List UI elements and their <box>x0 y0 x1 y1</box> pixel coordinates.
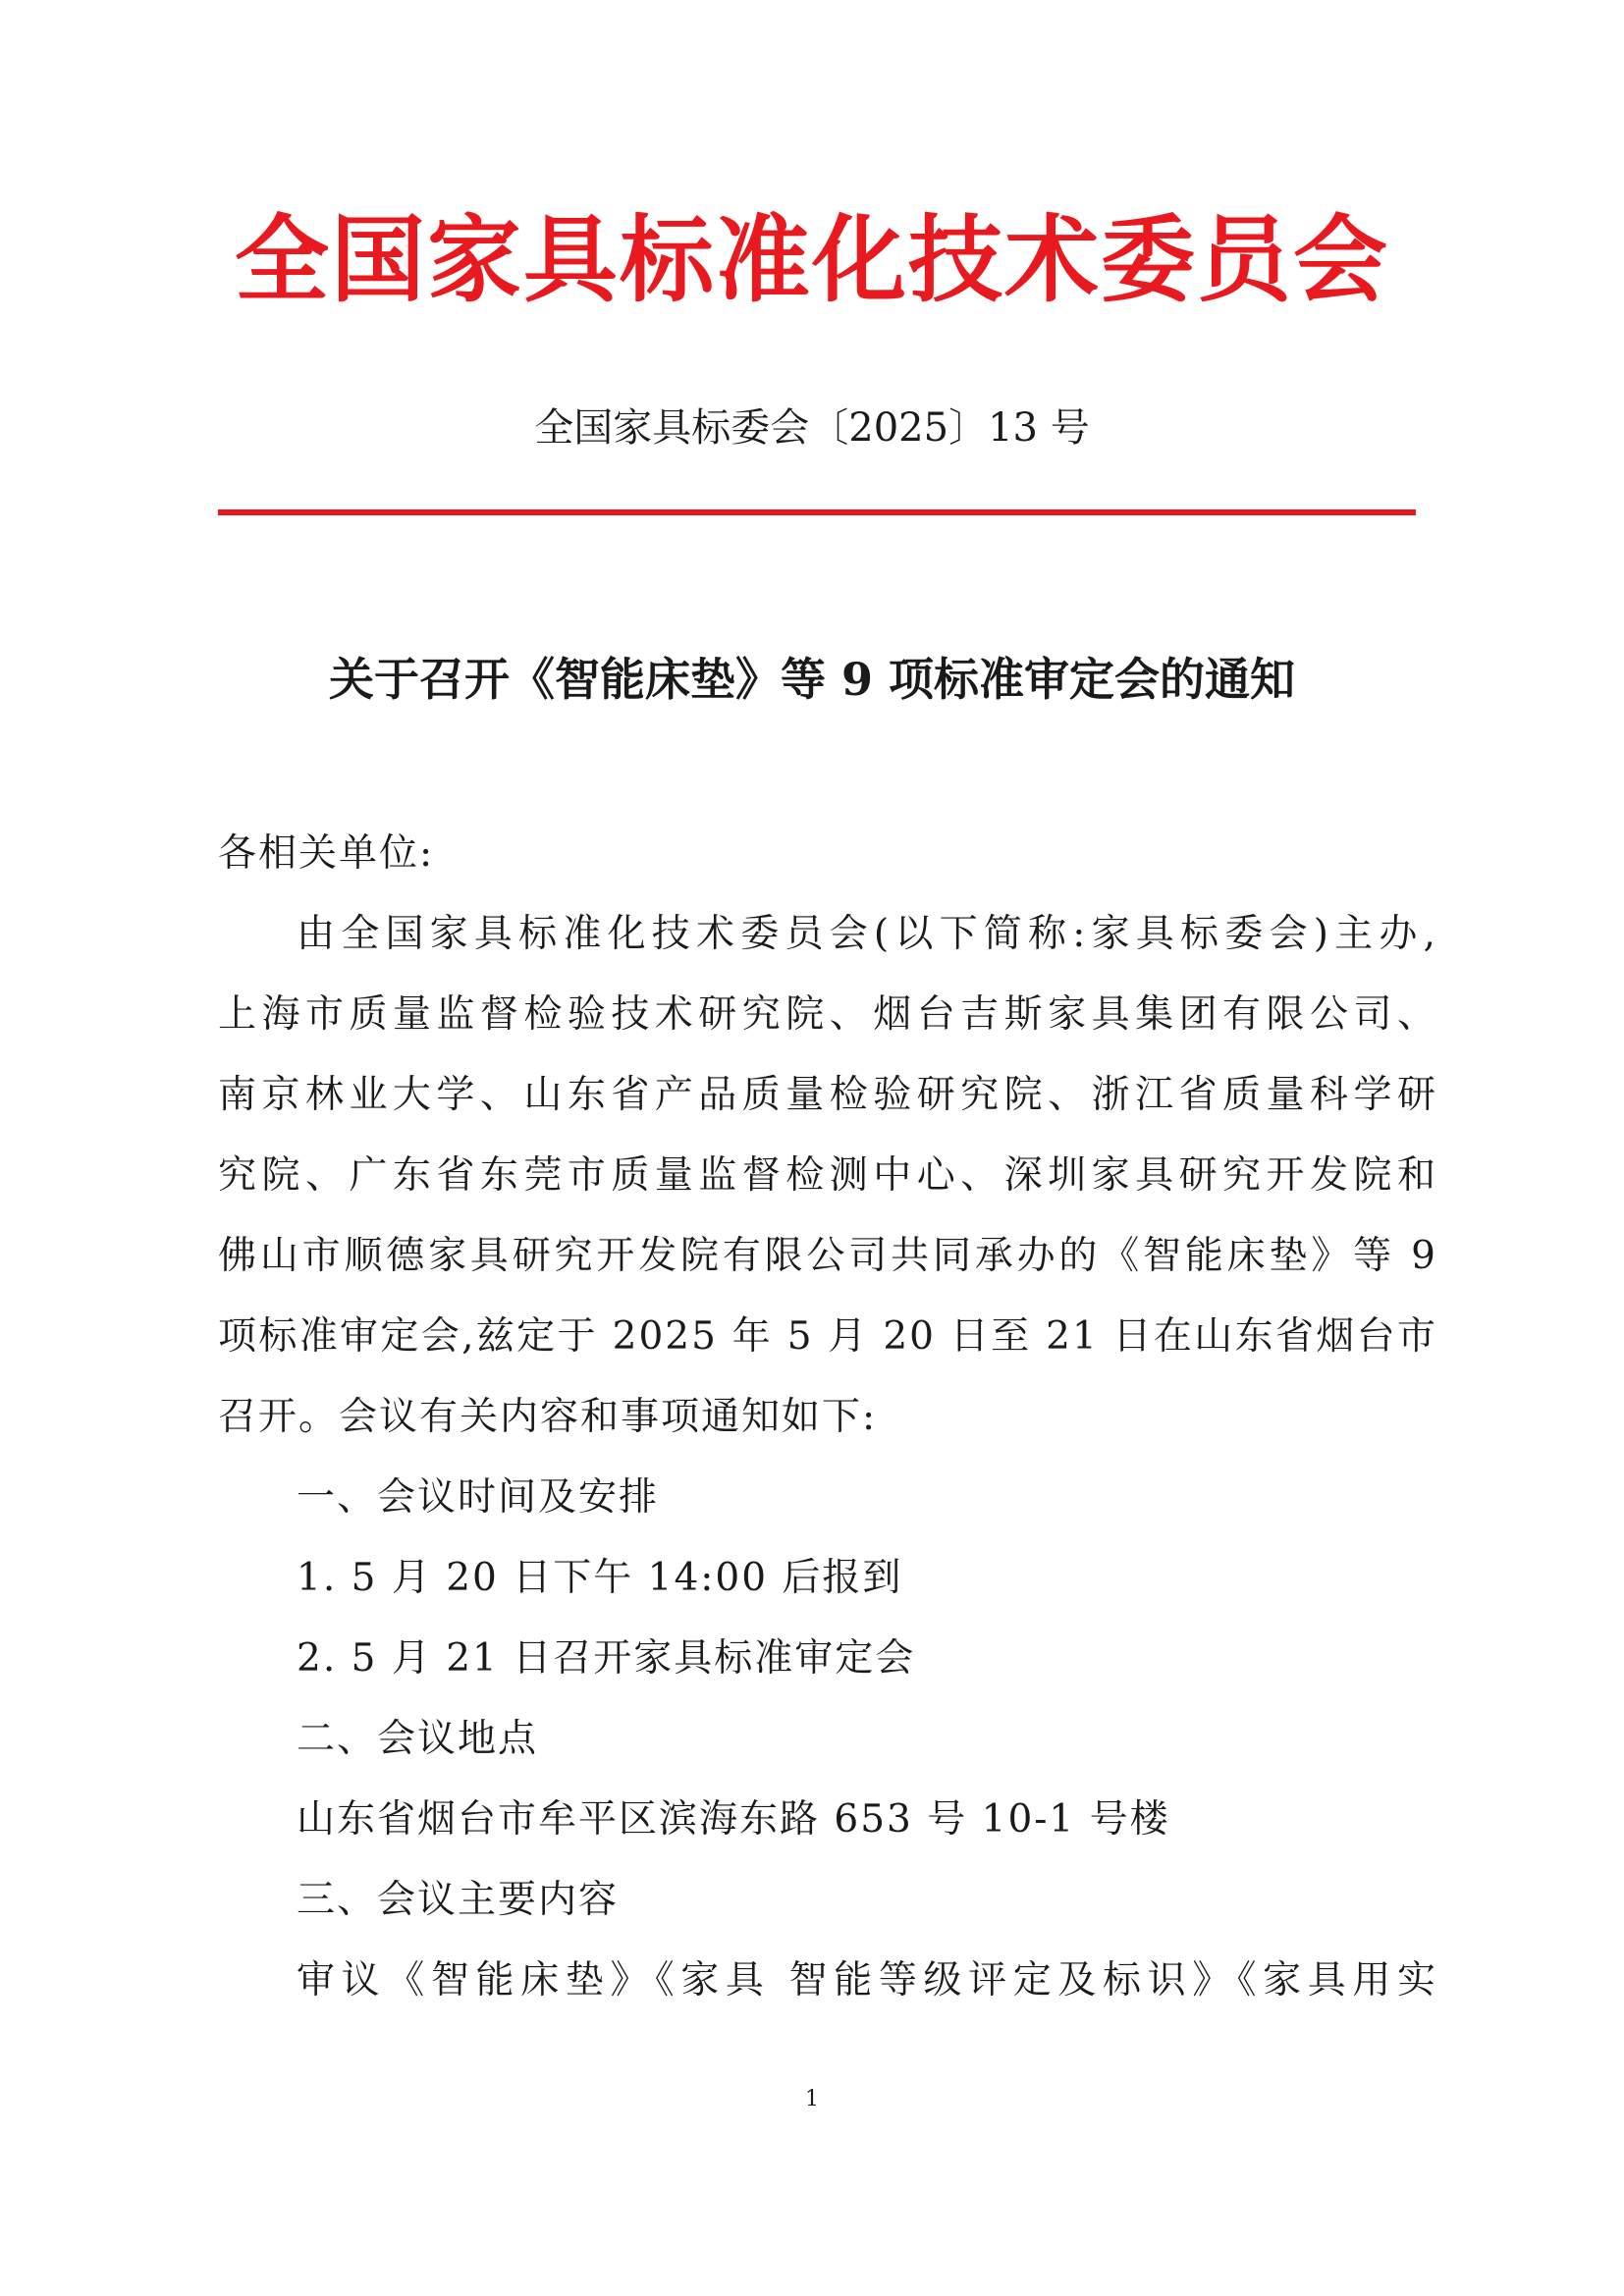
schedule-item: 2. 5 月 21 日召开家具标准审定会 <box>297 1636 916 1681</box>
paragraph-line: 由全国家具标准化技术委员会(以下简称:家具标委会)主办, <box>297 912 1437 956</box>
red-divider-line <box>218 509 1416 515</box>
document-number: 全国家具标委会〔2025〕13 号 <box>534 405 1090 451</box>
paragraph-line: 召开。会议有关内容和事项通知如下: <box>218 1395 878 1439</box>
paragraph-line: 上海市质量监督检验技术研究院、烟台吉斯家具集团有限公司、 <box>218 992 1437 1037</box>
document-body <box>218 827 1437 2034</box>
section-heading-content: 三、会议主要内容 <box>297 1878 620 1922</box>
section-heading-time: 一、会议时间及安排 <box>297 1475 660 1520</box>
paragraph-line: 南京林业大学、山东省产品质量检验研究院、浙江省质量科学研 <box>218 1073 1437 1117</box>
content-text: 审议《智能床垫》《家具 智能等级评定及标识》《家具用实 <box>297 1958 1437 2002</box>
paragraph-line: 佛山市顺德家具研究开发院有限公司共同承办的《智能床垫》等 9 <box>218 1234 1437 1278</box>
venue-address: 山东省烟台市牟平区滨海东路 653 号 10-1 号楼 <box>297 1797 1170 1842</box>
paragraph-line: 究院、广东省东莞市质量监督检测中心、深圳家具研究开发院和 <box>218 1153 1437 1198</box>
salutation: 各相关单位: <box>218 831 435 876</box>
paragraph-line: 项标准审定会,兹定于 2025 年 5 月 20 日至 21 日在山东省烟台市 <box>218 1314 1437 1359</box>
organization-title: 全国家具标准化技术委员会 <box>235 205 1389 315</box>
page-number: 1 <box>805 2087 819 2111</box>
schedule-item: 1. 5 月 20 日下午 14:00 后报到 <box>297 1556 903 1600</box>
section-heading-venue: 二、会议地点 <box>297 1717 539 1761</box>
notice-title: 关于召开《智能床垫》等 9 项标准审定会的通知 <box>328 653 1296 706</box>
